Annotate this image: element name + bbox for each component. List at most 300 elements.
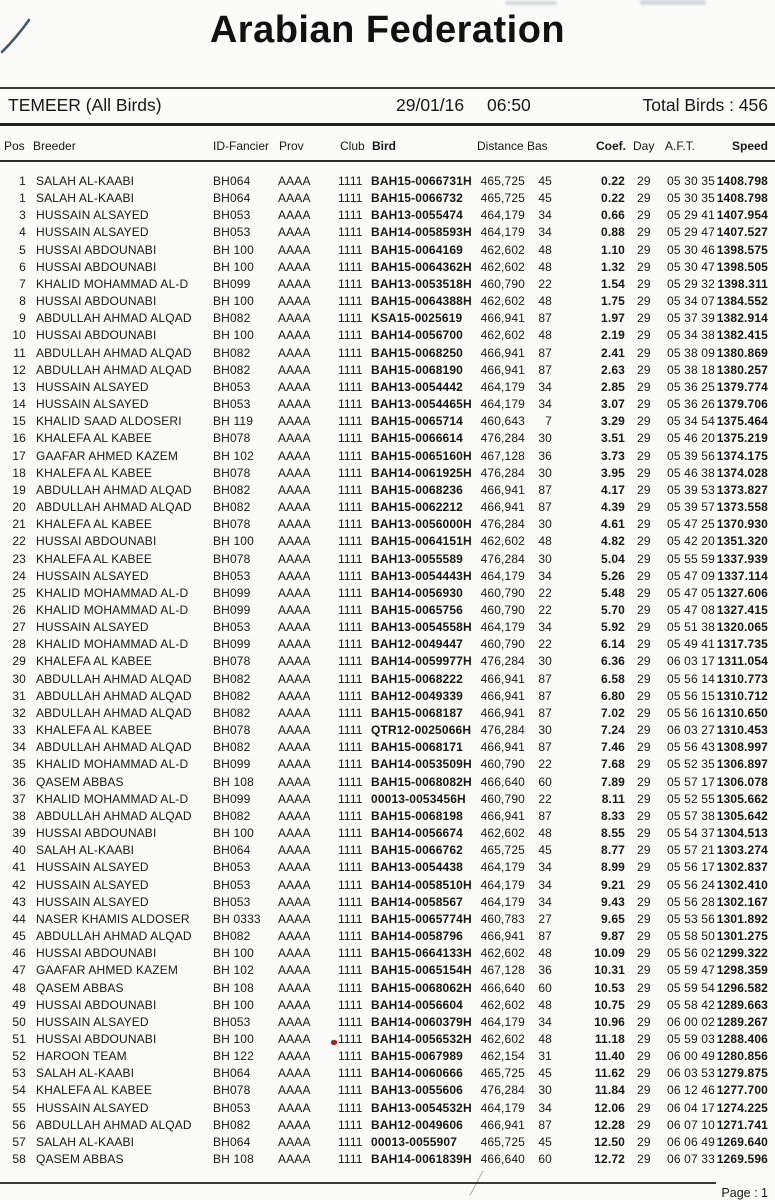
cell-idf: BH053 <box>213 620 251 635</box>
table-row <box>0 775 775 792</box>
cell-dist: 460,790 <box>480 637 525 652</box>
cell-dist: 466,941 <box>480 740 525 755</box>
cell-day: 29 <box>637 791 651 806</box>
cell-aft: 05 38 18 <box>667 362 715 377</box>
cell-pos: 53 <box>12 1066 26 1081</box>
cell-idf: BH 108 <box>213 980 254 995</box>
cell-speed: 1302.837 <box>716 860 768 875</box>
cell-dist: 462,602 <box>480 997 525 1012</box>
cell-aft: 05 34 38 <box>667 328 715 343</box>
cell-pos: 3 <box>19 208 26 223</box>
cell-speed: 1408.798 <box>716 191 768 206</box>
cell-aft: 05 55 59 <box>667 551 715 566</box>
divider <box>0 160 775 162</box>
cell-breeder: KHALID MOHAMMAD AL-D <box>36 585 189 600</box>
cell-idf: BH078 <box>213 654 251 669</box>
cell-dist: 462,602 <box>480 946 525 961</box>
cell-pos: 7 <box>19 276 26 291</box>
cell-speed: 1280.856 <box>716 1049 768 1064</box>
cell-speed: 1384.552 <box>716 294 768 309</box>
cell-pos: 18 <box>12 465 26 480</box>
cell-aft: 06 06 49 <box>667 1134 715 1149</box>
cell-bas: 22 <box>538 757 552 772</box>
cell-speed: 1380.869 <box>716 345 768 360</box>
cell-dist: 464,179 <box>480 208 525 223</box>
cell-prov: AAAA <box>278 482 311 497</box>
cell-prov: AAAA <box>278 1117 311 1132</box>
cell-breeder: ABDULLAH AHMAD ALQAD <box>36 671 192 686</box>
cell-pos: 8 <box>19 294 26 309</box>
cell-idf: BH064 <box>213 1134 251 1149</box>
cell-prov: AAAA <box>278 774 311 789</box>
cell-dist: 467,128 <box>480 963 525 978</box>
cell-dist: 464,179 <box>480 894 525 909</box>
table-rows <box>0 174 775 1174</box>
cell-day: 29 <box>637 1100 651 1115</box>
cell-bird: BAH14-0058510H <box>371 877 472 892</box>
cell-prov: AAAA <box>278 688 311 703</box>
cell-prov: AAAA <box>278 1066 311 1081</box>
cell-dist: 464,179 <box>480 620 525 635</box>
cell-idf: BH099 <box>213 757 251 772</box>
cell-bas: 30 <box>538 1083 552 1098</box>
cell-coef: 2.63 <box>601 362 625 377</box>
cell-pos: 19 <box>12 482 26 497</box>
cell-bird: 00013-0055907 <box>371 1134 458 1149</box>
cell-club: 1111 <box>338 603 363 617</box>
cell-club: 1111 <box>338 1083 363 1098</box>
cell-aft: 05 39 57 <box>667 500 715 515</box>
cell-day: 29 <box>637 551 651 566</box>
cell-day: 29 <box>637 774 651 789</box>
cell-day: 29 <box>637 1049 651 1064</box>
cell-coef: 12.28 <box>594 1117 625 1132</box>
cell-speed: 1327.606 <box>716 585 768 600</box>
cell-idf: BH082 <box>213 929 251 944</box>
cell-day: 29 <box>637 911 651 926</box>
cell-breeder: KHALEFA AL KABEE <box>36 465 153 480</box>
cell-breeder: ABDULLAH AHMAD ALQAD <box>36 929 192 944</box>
cell-club: 1111 <box>338 482 363 497</box>
cell-breeder: KHALEFA AL KABEE <box>36 551 153 566</box>
cell-prov: AAAA <box>278 465 311 480</box>
cell-club: 1111 <box>338 1134 363 1149</box>
cell-prov: AAAA <box>278 1152 311 1167</box>
table-row <box>0 1118 775 1135</box>
scan-speck <box>640 0 706 5</box>
cell-aft: 06 00 49 <box>667 1049 715 1064</box>
cell-breeder: HUSSAIN ALSAYED <box>36 225 149 240</box>
cell-breeder: ABDULLAH AHMAD ALQAD <box>36 345 192 360</box>
cell-coef: 9.65 <box>601 911 625 926</box>
cell-breeder: KHALEFA AL KABEE <box>36 431 153 446</box>
cell-dist: 462,602 <box>480 328 525 343</box>
table-row <box>0 740 775 757</box>
cell-breeder: HUSSAIN ALSAYED <box>36 877 149 892</box>
cell-breeder: QASEM ABBAS <box>36 774 124 789</box>
cell-idf: BH078 <box>213 431 251 446</box>
cell-bird: BAH15-0068190 <box>371 362 464 377</box>
cell-idf: BH 100 <box>213 534 254 549</box>
cell-prov: AAAA <box>278 740 311 755</box>
cell-bird: BAH14-0058796 <box>371 929 464 944</box>
cell-club: 1111 <box>338 225 363 240</box>
cell-bas: 31 <box>538 1049 552 1064</box>
cell-bas: 7 <box>545 414 552 429</box>
cell-breeder: ABDULLAH AHMAD ALQAD <box>36 688 192 703</box>
cell-speed: 1382.914 <box>716 311 768 326</box>
cell-prov: AAAA <box>278 637 311 652</box>
cell-idf: BH053 <box>213 860 251 875</box>
cell-pos: 31 <box>12 688 26 703</box>
cell-club: 1111 <box>338 414 363 429</box>
cell-breeder: ABDULLAH AHMAD ALQAD <box>36 482 192 497</box>
cell-dist: 466,941 <box>480 808 525 823</box>
cell-bird: BAH13-0055606 <box>371 1083 464 1098</box>
cell-coef: 10.75 <box>594 997 625 1012</box>
cell-bas: 34 <box>538 877 552 892</box>
cell-pos: 27 <box>12 620 26 635</box>
cell-bas: 22 <box>538 603 552 617</box>
cell-idf: BH064 <box>213 191 251 206</box>
cell-speed: 1308.997 <box>716 740 768 755</box>
cell-pos: 1 <box>19 191 26 206</box>
cell-coef: 5.70 <box>601 603 625 617</box>
cell-dist: 460,783 <box>480 911 525 926</box>
cell-breeder: HUSSAI ABDOUNABI <box>36 826 157 841</box>
cell-day: 29 <box>637 740 651 755</box>
cell-day: 29 <box>637 980 651 995</box>
cell-club: 1111 <box>338 242 363 257</box>
cell-coef: 12.72 <box>594 1152 625 1167</box>
cell-coef: 11.40 <box>594 1049 625 1064</box>
cell-idf: BH082 <box>213 740 251 755</box>
cell-dist: 476,284 <box>480 431 525 446</box>
cell-aft: 05 52 55 <box>667 791 715 806</box>
table-row <box>0 225 775 242</box>
col-header-pos: Pos <box>4 139 25 153</box>
cell-breeder: HUSSAI ABDOUNABI <box>36 242 157 257</box>
cell-idf: BH 102 <box>213 963 254 978</box>
cell-speed: 1407.527 <box>716 225 768 240</box>
col-header-bas: Bas <box>527 139 548 153</box>
cell-pos: 43 <box>12 894 26 909</box>
cell-pos: 12 <box>12 362 26 377</box>
table-row <box>0 260 775 277</box>
cell-dist: 462,602 <box>480 242 525 257</box>
cell-bird: BAH13-0054442 <box>371 379 464 394</box>
cell-breeder: ABDULLAH AHMAD ALQAD <box>36 362 192 377</box>
cell-day: 29 <box>637 585 651 600</box>
cell-prov: AAAA <box>278 311 311 326</box>
cell-club: 1111 <box>338 517 363 532</box>
cell-pos: 51 <box>12 1032 26 1046</box>
cell-coef: 0.22 <box>601 191 625 206</box>
cell-club: 1111 <box>338 705 363 720</box>
cell-bas: 48 <box>538 294 552 309</box>
cell-idf: BH053 <box>213 568 251 583</box>
cell-prov: AAAA <box>278 946 311 961</box>
cell-bird: KSA15-0025619 <box>371 311 463 326</box>
cell-day: 29 <box>637 654 651 669</box>
cell-coef: 10.31 <box>594 963 625 978</box>
cell-idf: BH 100 <box>213 242 254 257</box>
cell-prov: AAAA <box>278 568 311 583</box>
cell-bird: BAH13-0056000H <box>371 517 472 532</box>
cell-idf: BH064 <box>213 1066 251 1081</box>
cell-bas: 22 <box>538 276 552 291</box>
cell-speed: 1301.275 <box>716 929 768 944</box>
cell-prov: AAAA <box>278 448 311 463</box>
cell-bird: BAH13-0054532H <box>371 1100 472 1115</box>
cell-day: 29 <box>637 637 651 652</box>
cell-breeder: HUSSAIN ALSAYED <box>36 894 149 909</box>
table-row <box>0 1101 775 1118</box>
cell-speed: 1374.028 <box>716 465 768 480</box>
cell-pos: 1 <box>19 174 26 188</box>
cell-aft: 05 47 08 <box>667 603 715 617</box>
cell-club: 1111 <box>338 379 363 394</box>
cell-club: 1111 <box>338 465 363 480</box>
cell-breeder: QASEM ABBAS <box>36 1152 124 1167</box>
cell-coef: 5.26 <box>601 568 625 583</box>
cell-aft: 05 42 20 <box>667 534 715 549</box>
cell-speed: 1271.741 <box>716 1117 768 1132</box>
cell-bas: 30 <box>538 465 552 480</box>
cell-dist: 460,790 <box>480 791 525 806</box>
cell-idf: BH053 <box>213 1014 251 1029</box>
cell-day: 29 <box>637 397 651 412</box>
cell-bas: 34 <box>538 225 552 240</box>
cell-breeder: ABDULLAH AHMAD ALQAD <box>36 311 192 326</box>
cell-coef: 2.19 <box>601 328 625 343</box>
cell-bas: 60 <box>538 1152 552 1167</box>
table-row <box>0 843 775 860</box>
cell-aft: 05 56 24 <box>667 877 715 892</box>
cell-bird: BAH15-0067989 <box>371 1049 464 1064</box>
cell-bas: 87 <box>538 311 552 326</box>
cell-day: 29 <box>637 860 651 875</box>
cell-day: 29 <box>637 808 651 823</box>
cell-bird: BAH14-0060379H <box>371 1014 472 1029</box>
cell-coef: 7.46 <box>601 740 625 755</box>
cell-pos: 15 <box>12 414 26 429</box>
table-row <box>0 1083 775 1100</box>
cell-pos: 41 <box>12 860 26 875</box>
cell-idf: BH 122 <box>213 1049 254 1064</box>
cell-dist: 464,179 <box>480 379 525 394</box>
cell-pos: 22 <box>12 534 26 549</box>
cell-day: 29 <box>637 379 651 394</box>
cell-day: 29 <box>637 500 651 515</box>
cell-breeder: SALAH AL-KAABI <box>36 1066 135 1081</box>
cell-club: 1111 <box>338 791 363 806</box>
table-row <box>0 998 775 1015</box>
cell-coef: 5.04 <box>601 551 625 566</box>
cell-bas: 45 <box>538 843 552 858</box>
cell-day: 29 <box>637 963 651 978</box>
cell-breeder: HUSSAIN ALSAYED <box>36 397 149 412</box>
cell-prov: AAAA <box>278 397 311 412</box>
cell-breeder: KHALID MOHAMMAD AL-D <box>36 757 189 772</box>
table-row <box>0 414 775 431</box>
cell-bird: BAH15-0064169 <box>371 242 464 257</box>
cell-club: 1111 <box>338 328 363 343</box>
cell-aft: 06 03 27 <box>667 723 715 738</box>
table-row <box>0 981 775 998</box>
cell-coef: 9.87 <box>601 929 625 944</box>
table-row <box>0 689 775 706</box>
cell-aft: 05 56 02 <box>667 946 715 961</box>
cell-breeder: HUSSAIN ALSAYED <box>36 208 149 223</box>
cell-bird: BAH15-0068198 <box>371 808 464 823</box>
cell-coef: 6.58 <box>601 671 625 686</box>
cell-coef: 4.17 <box>601 482 625 497</box>
cell-speed: 1289.267 <box>716 1014 768 1029</box>
cell-bas: 22 <box>538 585 552 600</box>
page-title: Arabian Federation <box>209 9 566 51</box>
cell-prov: AAAA <box>278 603 311 617</box>
cell-idf: BH 0333 <box>213 911 261 926</box>
cell-dist: 465,725 <box>480 1066 525 1081</box>
cell-speed: 1296.582 <box>716 980 768 995</box>
cell-idf: BH 100 <box>213 294 254 309</box>
cell-bas: 34 <box>538 1100 552 1115</box>
cell-coef: 10.09 <box>594 946 625 961</box>
cell-dist: 466,640 <box>480 1152 525 1167</box>
cell-bird: BAH14-0056930 <box>371 585 464 600</box>
cell-breeder: HUSSAI ABDOUNABI <box>36 1032 157 1046</box>
cell-day: 29 <box>637 946 651 961</box>
cell-pos: 57 <box>12 1134 26 1149</box>
cell-coef: 5.48 <box>601 585 625 600</box>
cell-day: 29 <box>637 242 651 257</box>
cell-club: 1111 <box>338 740 363 755</box>
cell-bas: 87 <box>538 705 552 720</box>
cell-coef: 1.32 <box>601 259 625 274</box>
cell-pos: 9 <box>19 311 26 326</box>
cell-bird: BAH14-0056700 <box>371 328 464 343</box>
cell-day: 29 <box>637 362 651 377</box>
cell-breeder: ABDULLAH AHMAD ALQAD <box>36 500 192 515</box>
cell-bird: BAH15-0065714 <box>371 414 464 429</box>
cell-pos: 42 <box>12 877 26 892</box>
col-header-distance: Distance <box>477 139 524 153</box>
cell-bas: 87 <box>538 345 552 360</box>
cell-aft: 05 52 35 <box>667 757 715 772</box>
cell-day: 29 <box>637 826 651 841</box>
cell-coef: 0.88 <box>601 225 625 240</box>
cell-club: 1111 <box>338 980 363 995</box>
cell-idf: BH099 <box>213 791 251 806</box>
table-row <box>0 860 775 877</box>
cell-aft: 05 29 41 <box>667 208 715 223</box>
table-row <box>0 895 775 912</box>
cell-breeder: KHALID MOHAMMAD AL-D <box>36 791 189 806</box>
cell-dist: 465,725 <box>480 191 525 206</box>
cell-prov: AAAA <box>278 1100 311 1115</box>
cell-day: 29 <box>637 534 651 549</box>
divider <box>0 123 775 126</box>
cell-speed: 1379.774 <box>716 379 768 394</box>
cell-aft: 05 47 25 <box>667 517 715 532</box>
cell-bas: 87 <box>538 740 552 755</box>
cell-prov: AAAA <box>278 929 311 944</box>
cell-bas: 48 <box>538 242 552 257</box>
cell-coef: 7.68 <box>601 757 625 772</box>
cell-idf: BH099 <box>213 585 251 600</box>
table-row <box>0 826 775 843</box>
cell-club: 1111 <box>338 757 363 772</box>
cell-bird: BAH14-0060666 <box>371 1066 464 1081</box>
cell-pos: 10 <box>12 328 26 343</box>
cell-bird: BAH15-0066732 <box>371 191 464 206</box>
cell-bas: 36 <box>538 963 552 978</box>
cell-prov: AAAA <box>278 1083 311 1098</box>
cell-coef: 7.89 <box>601 774 625 789</box>
cell-idf: BH082 <box>213 671 251 686</box>
cell-bas: 45 <box>538 1134 552 1149</box>
cell-aft: 05 47 09 <box>667 568 715 583</box>
cell-bird: BAH14-0056604 <box>371 997 464 1012</box>
cell-aft: 05 34 54 <box>667 414 715 429</box>
table-row <box>0 380 775 397</box>
table-row <box>0 174 775 191</box>
cell-bird: BAH15-0068222 <box>371 671 464 686</box>
table-row <box>0 1135 775 1152</box>
cell-day: 29 <box>637 1066 651 1081</box>
table-row <box>0 466 775 483</box>
cell-coef: 1.75 <box>601 294 625 309</box>
cell-bas: 34 <box>538 208 552 223</box>
table-row <box>0 483 775 500</box>
cell-bird: BAH15-0065160H <box>371 448 472 463</box>
cell-idf: BH099 <box>213 276 251 291</box>
cell-day: 29 <box>637 1014 651 1029</box>
cell-bas: 36 <box>538 448 552 463</box>
cell-idf: BH 100 <box>213 328 254 343</box>
cell-bas: 45 <box>538 174 552 188</box>
cell-aft: 06 07 10 <box>667 1117 715 1132</box>
cell-prov: AAAA <box>278 431 311 446</box>
cell-bas: 45 <box>538 191 552 206</box>
cell-aft: 05 58 42 <box>667 997 715 1012</box>
cell-club: 1111 <box>338 568 363 583</box>
cell-pos: 54 <box>12 1083 26 1098</box>
cell-coef: 12.50 <box>594 1134 625 1149</box>
cell-day: 29 <box>637 276 651 291</box>
cell-day: 29 <box>637 620 651 635</box>
cell-prov: AAAA <box>278 362 311 377</box>
cell-day: 29 <box>637 448 651 463</box>
cell-prov: AAAA <box>278 791 311 806</box>
cell-prov: AAAA <box>278 843 311 858</box>
cell-coef: 11.18 <box>594 1032 625 1046</box>
cell-coef: 9.21 <box>601 877 625 892</box>
cell-prov: AAAA <box>278 294 311 309</box>
table-row <box>0 603 775 620</box>
cell-speed: 1398.505 <box>716 259 768 274</box>
cell-aft: 05 36 25 <box>667 379 715 394</box>
cell-aft: 05 46 20 <box>667 431 715 446</box>
cell-club: 1111 <box>338 911 363 926</box>
cell-aft: 05 30 35 <box>667 174 715 188</box>
cell-aft: 05 30 47 <box>667 259 715 274</box>
cell-bas: 87 <box>538 671 552 686</box>
cell-dist: 460,790 <box>480 757 525 772</box>
cell-prov: AAAA <box>278 225 311 240</box>
col-header-prov: Prov <box>279 139 304 153</box>
